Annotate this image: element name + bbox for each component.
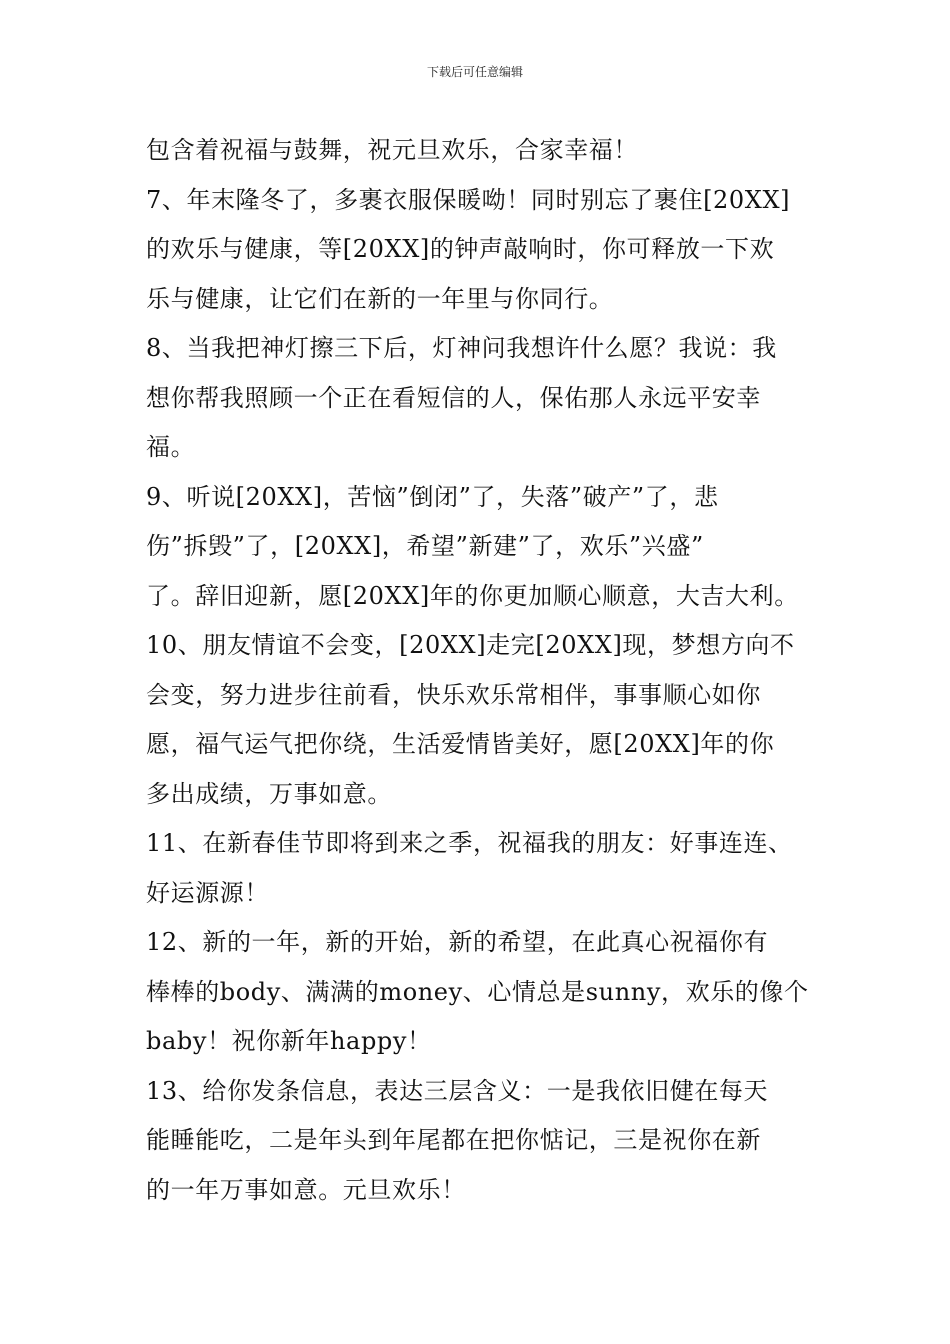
text-line: 包含着祝福与鼓舞，祝元旦欢乐，合家幸福！ [146, 136, 638, 164]
text-line: 11、在新春佳节即将到来之季，祝福我的朋友：好事连连、 [146, 829, 793, 857]
text-line: 乐与健康，让它们在新的一年里与你同行。 [146, 284, 614, 313]
text-line: 能睡能吃，二是年头到年尾都在把你惦记，三是祝你在新 [146, 1126, 761, 1154]
text-line: 伤”拆毁”了，[20XX]，希望”新建”了，欢乐”兴盛” [146, 532, 704, 560]
text-line: baby！祝你新年happy！ [146, 1027, 432, 1055]
text-line: 9、听说[20XX]，苦恼”倒闭”了，失落”破产”了，悲 [146, 482, 719, 511]
text-line: 会变，努力进步往前看，快乐欢乐常相伴，事事顺心如你 [146, 680, 761, 709]
page-header-note: 下载后可任意编辑 [426, 65, 523, 79]
document-body [146, 126, 810, 1215]
text-line: 12、新的一年，新的开始，新的希望，在此真心祝福你有 [146, 928, 769, 956]
text-line: 想你帮我照顾一个正在看短信的人，保佑那人永远平安幸 [146, 383, 761, 412]
text-line: 福。 [146, 433, 196, 461]
text-line: 8、当我把神灯擦三下后，灯神问我想许什么愿？我说：我 [146, 334, 777, 362]
text-line: 愿，福气运气把你绕，生活爱情皆美好，愿[20XX]年的你 [146, 730, 775, 758]
text-line: 多出成绩，万事如意。 [146, 779, 392, 808]
text-line: 的欢乐与健康，等[20XX]的钟声敲响时，你可释放一下欢 [146, 235, 775, 263]
text-line: 的一年万事如意。元旦欢乐！ [146, 1175, 466, 1204]
text-line: 7、年末隆冬了，多裹衣服保暖呦！同时别忘了裹住[20XX] [146, 185, 791, 214]
text-line: 好运源源！ [146, 878, 269, 907]
text-line: 13、给你发条信息，表达三层含义：一是我依旧健在每天 [146, 1076, 769, 1105]
text-line: 了。辞旧迎新，愿[20XX]年的你更加顺心顺意，大吉大利。 [146, 581, 799, 610]
text-line: 10、朋友情谊不会变，[20XX]走完[20XX]现，梦想方向不 [146, 631, 795, 659]
text-line: 棒棒的body、满满的money、心情总是sunny，欢乐的像个 [146, 977, 809, 1006]
